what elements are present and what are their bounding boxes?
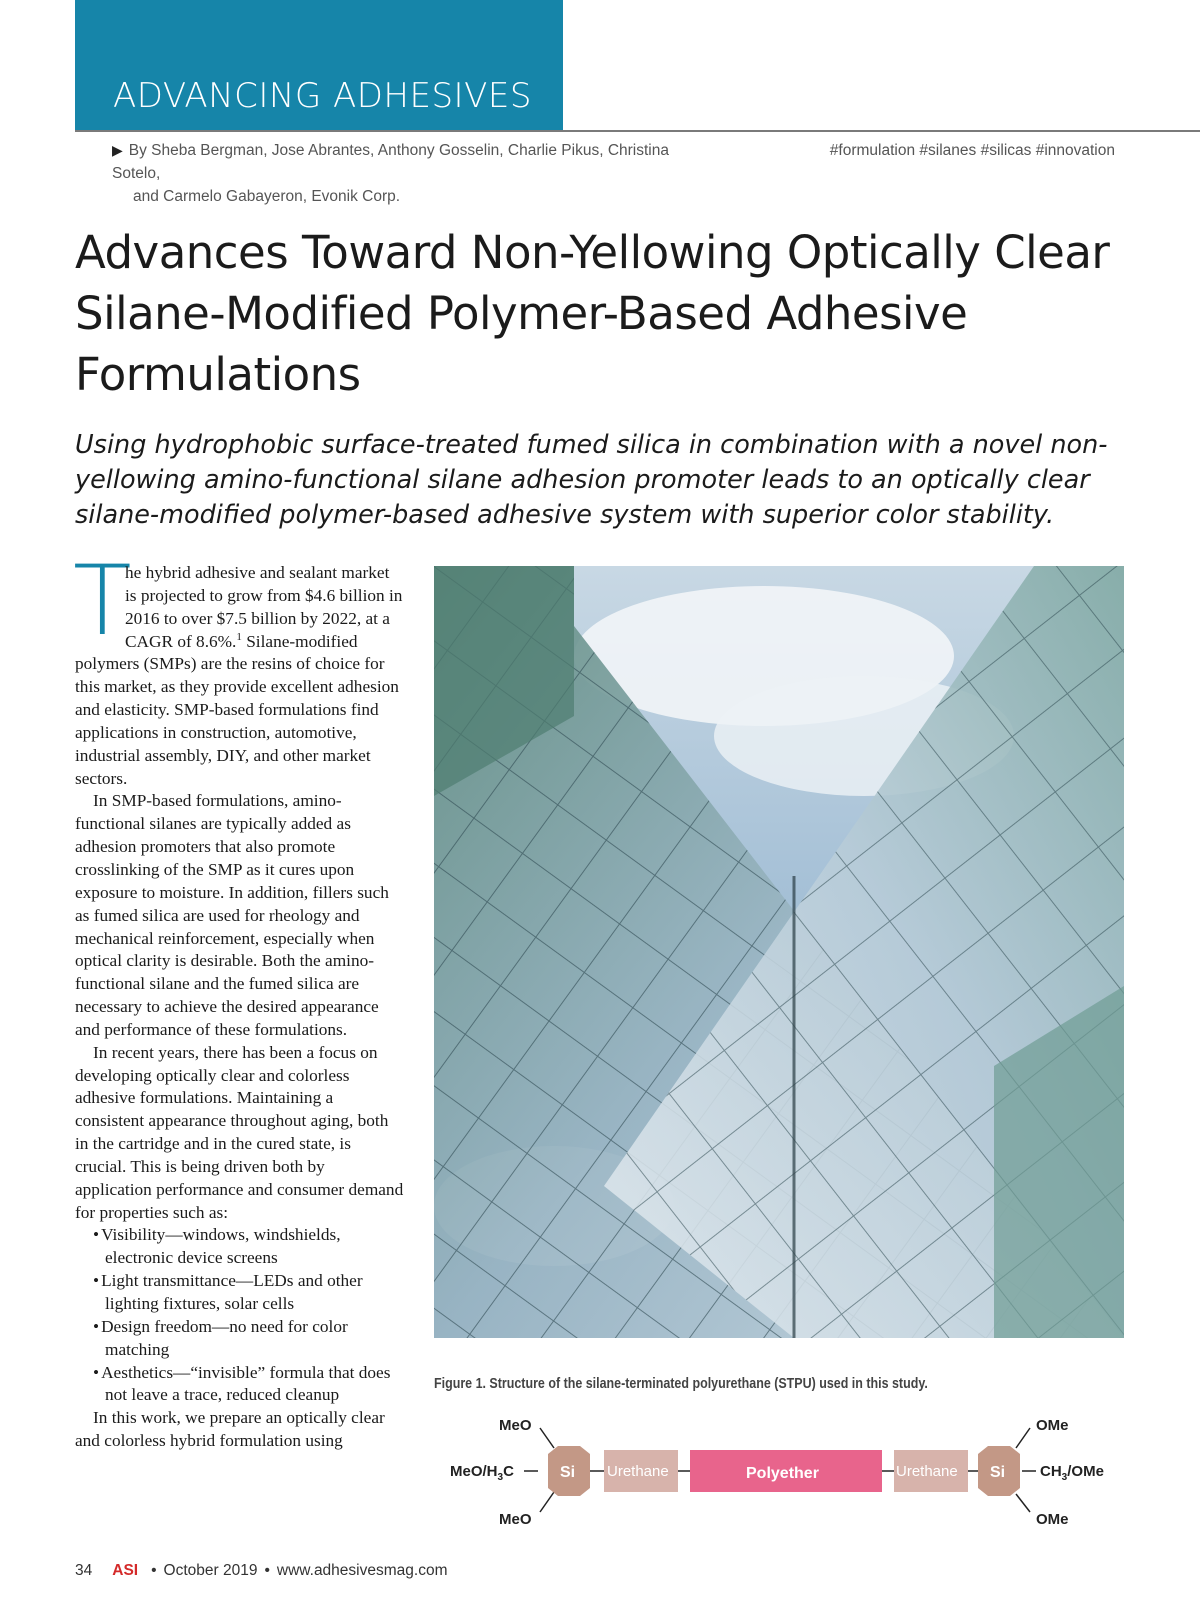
footer-separator: • — [151, 1562, 157, 1579]
byline-affiliation: and Carmelo Gabayeron, Evonik Corp. — [133, 188, 401, 205]
si-right-label: Si — [990, 1464, 1006, 1481]
article-title: Advances Toward Non-Yellowing Optically Clear Silane-Modified Polymer-Based Adhesive Formulations — [75, 226, 1110, 401]
right-bot-label: OMe — [1036, 1511, 1069, 1528]
issue-date: October 2019 — [163, 1562, 258, 1579]
section-title: ADVANCING ADHESIVES — [113, 76, 532, 116]
figure-caption: Figure 1. Structure of the silane-terminated polyurethane (STPU) used in this study. — [434, 1376, 928, 1392]
si-left-label: Si — [560, 1464, 576, 1481]
footer-separator: • — [264, 1562, 270, 1579]
magazine-brand: ASI — [112, 1562, 139, 1579]
urethane-left-label: Urethane — [607, 1463, 669, 1480]
polyether-label: Polyether — [746, 1465, 819, 1482]
drop-cap: T — [73, 545, 132, 657]
paragraph-4: In this work, we prepare an optically clear and colorless hybrid formulation using — [75, 1408, 385, 1451]
triangle-icon: ▶ — [112, 142, 123, 158]
page-number: 34 — [75, 1562, 93, 1579]
byline — [112, 139, 712, 208]
list-item: • Visibility—windows, windshields, electronic device screens — [105, 1224, 405, 1270]
list-item: • Light transmittance—LEDs and other lighting fixtures, solar cells — [105, 1270, 405, 1316]
paragraph-3: In recent years, there has been a focus on developing optically clear and colorless adhesive formulations. Maintaining a consistent appearance throughout aging, both in the cartridge and in the cured state, is crucial. This is being driven both by application performance and consumer demand for properties such as: — [75, 1042, 404, 1222]
body-column — [73, 545, 405, 1453]
glass-building-photo — [434, 566, 1124, 1338]
stpu-structure-diagram — [444, 1408, 1124, 1536]
hashtags: #formulation #silanes #silicas #innovation — [829, 142, 1115, 159]
left-mid-label: MeO/$H_3C$ — [450, 1463, 514, 1483]
paragraph-1: T he hybrid adhesive and sealant market is projected to grow from $4.6 billion in 2016 to over $7.5 billion by 2022, at a CAGR of 8.6%.$^1$ Silane-modified polymers (SMPs) are the resins of choice for this market, as they provide excellent adhesion and elasticity. SMP-based formulations find applications in construction, automotive, industrial assembly, DIY, and other market sectors. — [73, 545, 403, 788]
reference-1: 1 — [236, 630, 242, 643]
left-bot-label: MeO — [499, 1511, 532, 1528]
header-divider — [75, 130, 1200, 132]
property-list — [75, 1224, 405, 1407]
list-item: • Aesthetics—“invisible” formula that does not leave a trace, reduced cleanup — [105, 1362, 405, 1408]
section-header-band — [75, 0, 563, 130]
paragraph-2: In SMP-based formulations, amino-functional silanes are typically added as adhesion promoters that also promote crosslinking of the SMP as it cures upon exposure to moisture. In addition, fillers such as fumed silica are used for rheology and mechanical reinforcement, especially when optical clarity is desirable. Both the amino-functional silane and the fumed silica are necessary to achieve the desired appearance and performance of these formulations. — [75, 791, 389, 1039]
byline-authors: By Sheba Bergman, Jose Abrantes, Anthony Gosselin, Charlie Pikus, Christina Sotelo, — [112, 142, 669, 182]
right-top-label: OMe — [1036, 1417, 1069, 1434]
left-top-label: MeO — [499, 1417, 532, 1434]
page-footer — [75, 1562, 447, 1580]
list-item: • Design freedom—no need for color matching — [105, 1316, 405, 1362]
urethane-right-label: Urethane — [896, 1463, 958, 1480]
website-url[interactable]: www.adhesivesmag.com — [276, 1562, 448, 1579]
right-mid-label: $CH_3$/OMe — [1040, 1463, 1104, 1483]
article-subtitle: Using hydrophobic surface-treated fumed silica in combination with a novel non-yellowing amino-functional silane adhesion promoter leads to an optically clear silane-modified polymer-based adhesive system with superior color stability. — [75, 430, 1108, 530]
